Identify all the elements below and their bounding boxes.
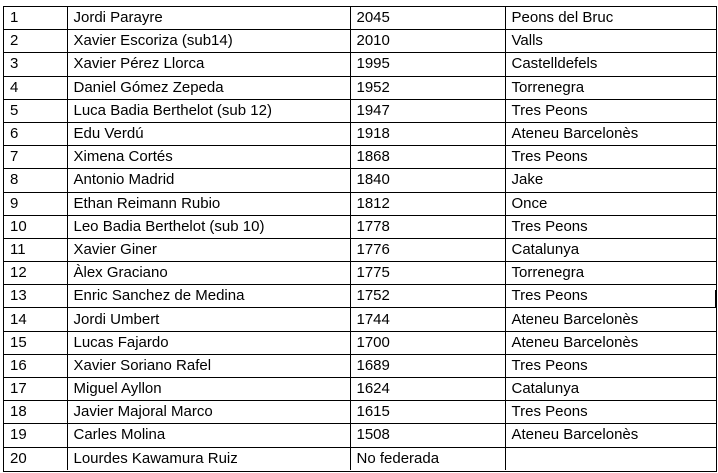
player-elo-cell: 1995 [350,53,505,76]
table-row [4,7,716,30]
player-number-cell: 10 [4,215,67,238]
player-elo-cell: 2010 [350,30,505,53]
table-row [4,424,716,447]
player-number-cell: 19 [4,424,67,447]
player-name-cell: Luca Badia Berthelot (sub 12) [67,99,350,122]
player-number-cell: 16 [4,354,67,377]
player-name-cell: Daniel Gómez Zepeda [67,76,350,99]
player-number-cell: 12 [4,262,67,285]
player-club-cell: Valls [505,30,716,53]
player-number-cell: 5 [4,99,67,122]
player-elo-cell: 1508 [350,424,505,447]
player-number-cell: 15 [4,331,67,354]
player-name-cell: Lourdes Kawamura Ruiz [67,447,350,470]
player-elo-cell: 1868 [350,146,505,169]
player-elo-cell: No federada [350,447,505,470]
player-name-cell: Xavier Giner [67,238,350,261]
player-elo-cell: 1775 [350,262,505,285]
player-elo-cell: 1689 [350,354,505,377]
ranking-table [4,7,716,470]
table-row [4,169,716,192]
player-number-cell: 13 [4,285,67,308]
table-row [4,285,716,308]
table-row [4,262,716,285]
player-name-cell: Xavier Pérez Llorca [67,53,350,76]
player-club-cell: Catalunya [505,378,716,401]
table-row [4,192,716,215]
ranking-table-frame [3,6,717,472]
player-number-cell: 17 [4,378,67,401]
player-club-cell [505,447,716,470]
player-club-cell: Ateneu Barcelonès [505,308,716,331]
player-number-cell: 2 [4,30,67,53]
player-club-cell: Torrenegra [505,262,716,285]
player-club-cell: Castelldefels [505,53,716,76]
player-elo-cell: 1812 [350,192,505,215]
player-name-cell: Enric Sanchez de Medina [67,285,350,308]
player-club-cell: Catalunya [505,238,716,261]
player-club-cell: Tres Peons [505,401,716,424]
player-elo-cell: 2045 [350,7,505,30]
player-club-cell: Tres Peons [505,285,716,308]
player-number-cell: 11 [4,238,67,261]
player-elo-cell: 1700 [350,331,505,354]
table-row [4,76,716,99]
player-elo-cell: 1952 [350,76,505,99]
table-row [4,447,716,470]
player-elo-cell: 1918 [350,122,505,145]
player-club-cell: Peons del Bruc [505,7,716,30]
table-row [4,354,716,377]
table-row [4,378,716,401]
player-number-cell: 6 [4,122,67,145]
player-name-cell: Ethan Reimann Rubio [67,192,350,215]
player-elo-cell: 1752 [350,285,505,308]
player-club-cell: Ateneu Barcelonès [505,122,716,145]
player-number-cell: 20 [4,447,67,470]
player-number-cell: 8 [4,169,67,192]
ranking-table-body [4,7,716,470]
player-number-cell: 18 [4,401,67,424]
player-number-cell: 7 [4,146,67,169]
player-name-cell: Ximena Cortés [67,146,350,169]
table-row [4,30,716,53]
player-club-cell: Tres Peons [505,146,716,169]
table-row [4,53,716,76]
player-name-cell: Jordi Umbert [67,308,350,331]
table-row [4,331,716,354]
player-club-cell: Tres Peons [505,99,716,122]
player-club-cell: Jake [505,169,716,192]
player-elo-cell: 1615 [350,401,505,424]
table-row [4,99,716,122]
player-name-cell: Àlex Graciano [67,262,350,285]
player-name-cell: Jordi Parayre [67,7,350,30]
player-name-cell: Leo Badia Berthelot (sub 10) [67,215,350,238]
player-name-cell: Xavier Soriano Rafel [67,354,350,377]
player-elo-cell: 1624 [350,378,505,401]
player-elo-cell: 1947 [350,99,505,122]
player-name-cell: Xavier Escoriza (sub14) [67,30,350,53]
player-number-cell: 14 [4,308,67,331]
player-elo-cell: 1744 [350,308,505,331]
player-number-cell: 3 [4,53,67,76]
player-club-cell: Ateneu Barcelonès [505,331,716,354]
player-name-cell: Javier Majoral Marco [67,401,350,424]
player-elo-cell: 1776 [350,238,505,261]
table-row [4,238,716,261]
edge-marker [715,290,716,308]
player-club-cell: Once [505,192,716,215]
player-name-cell: Carles Molina [67,424,350,447]
table-row [4,401,716,424]
table-row [4,215,716,238]
table-row [4,122,716,145]
table-row [4,146,716,169]
player-club-cell: Torrenegra [505,76,716,99]
player-club-cell: Tres Peons [505,354,716,377]
player-name-cell: Miguel Ayllon [67,378,350,401]
player-name-cell: Edu Verdú [67,122,350,145]
player-name-cell: Antonio Madrid [67,169,350,192]
player-elo-cell: 1778 [350,215,505,238]
table-row [4,308,716,331]
player-number-cell: 1 [4,7,67,30]
player-elo-cell: 1840 [350,169,505,192]
player-club-cell: Tres Peons [505,215,716,238]
player-name-cell: Lucas Fajardo [67,331,350,354]
player-club-cell: Ateneu Barcelonès [505,424,716,447]
player-number-cell: 4 [4,76,67,99]
player-number-cell: 9 [4,192,67,215]
